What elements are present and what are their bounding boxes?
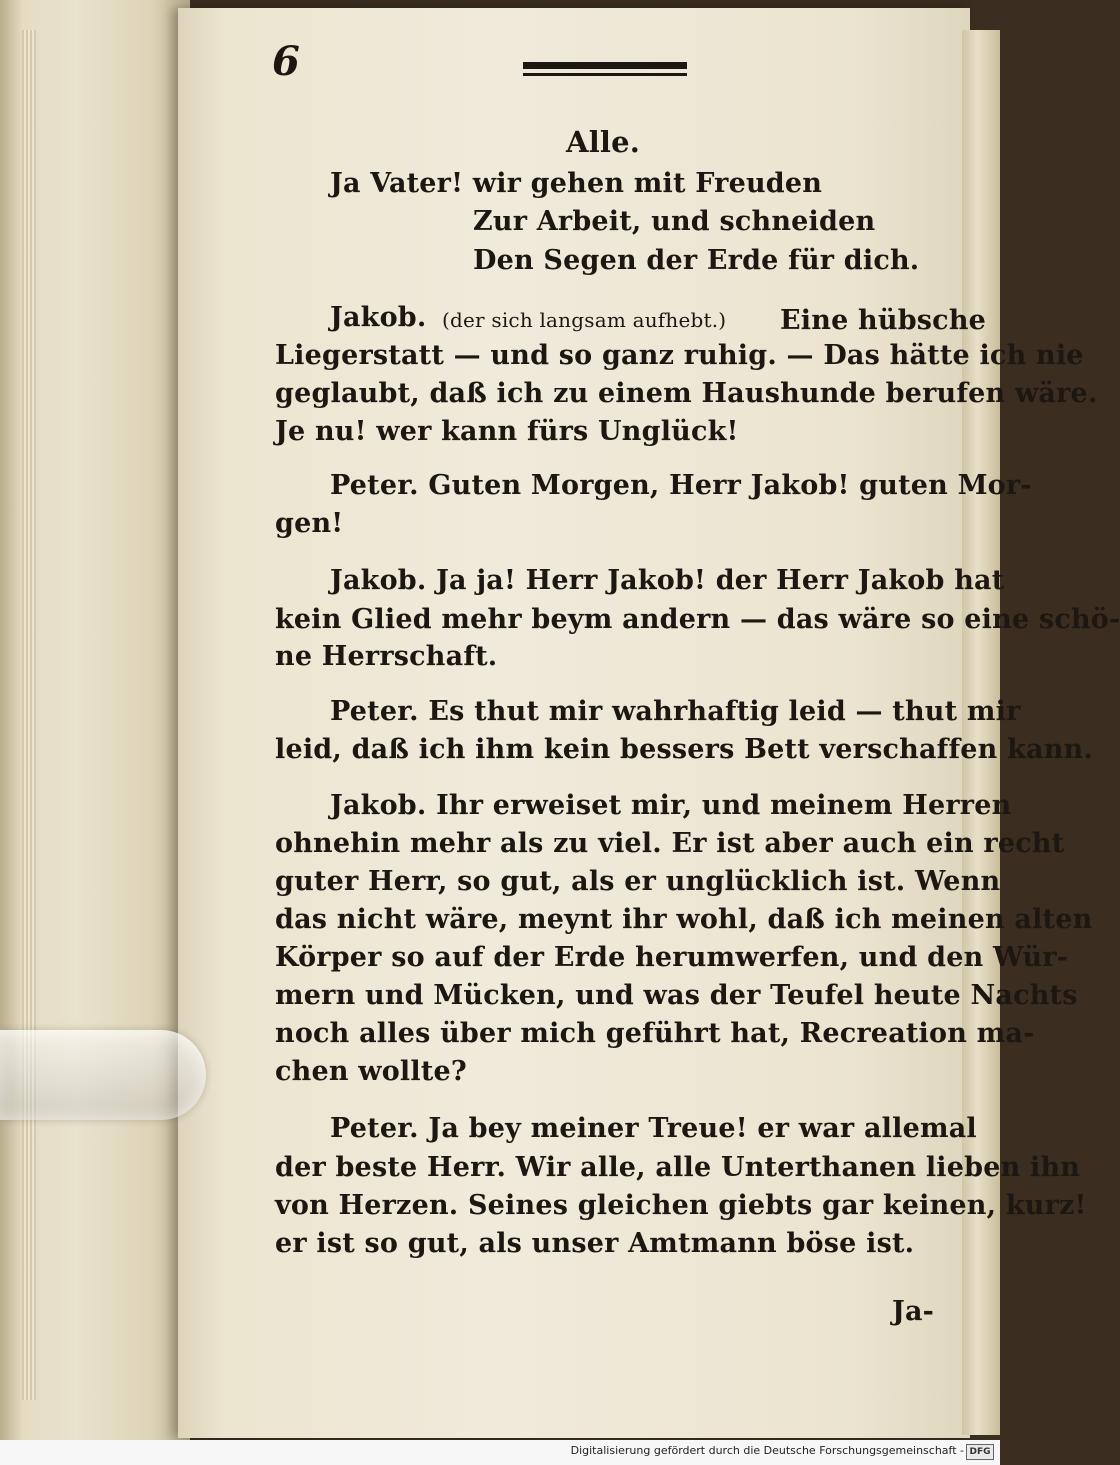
verse-line: Zur Arbeit, und schneiden <box>473 206 876 237</box>
speaker-heading: Alle. <box>566 125 641 159</box>
text-line: ne Herrschaft. <box>275 641 498 672</box>
text-line: guter Herr, so gut, als er unglücklich ist. Wenn <box>275 866 1001 897</box>
text-line: Je nu! wer kann fürs Unglück! <box>275 416 739 447</box>
page-edges-left <box>22 30 36 1400</box>
verse-line: Ja Vater! wir gehen mit Freuden <box>330 168 823 199</box>
text-line: Eine hübsche <box>780 305 987 336</box>
text-line: kein Glied mehr beym andern — das wäre so eine schö- <box>275 604 1120 635</box>
text-line: mern und Mücken, und was der Teufel heute Nachts <box>275 980 1078 1011</box>
text-line: Peter. Es thut mir wahrhaftig leid — thut mir <box>330 696 1021 727</box>
text-line: noch alles über mich geführt hat, Recreation ma- <box>275 1018 1035 1049</box>
text-line: Jakob. Ja ja! Herr Jakob! der Herr Jakob hat <box>330 565 1005 596</box>
dfg-logo-icon: DFG <box>966 1444 994 1460</box>
text-line: der beste Herr. Wir alle, alle Unterthanen lieben ihn <box>275 1152 1081 1183</box>
page-number: 6 <box>272 38 300 85</box>
speaker-name: Jakob. <box>330 302 427 333</box>
footer-credit: Digitalisierung gefördert durch die Deutsche Forschungsgemeinschaft - <box>570 1444 964 1457</box>
header-ornament <box>523 62 687 82</box>
text-line: Peter. Guten Morgen, Herr Jakob! guten Mor- <box>330 470 1032 501</box>
text-line: gen! <box>275 508 344 539</box>
text-line: geglaubt, daß ich zu einem Haushunde berufen wäre. <box>275 378 1098 409</box>
text-line: Peter. Ja bey meiner Treue! er war allemal <box>330 1113 977 1144</box>
text-line: ohnehin mehr als zu viel. Er ist aber auch ein recht <box>275 828 1065 859</box>
text-line: leid, daß ich ihm kein bessers Bett verschaffen kann. <box>275 734 1093 765</box>
text-line: er ist so gut, als unser Amtmann böse ist. <box>275 1228 915 1259</box>
text-line: Körper so auf der Erde herumwerfen, und den Wür- <box>275 942 1069 973</box>
text-line: von Herzen. Seines gleichen giebts gar keinen, kurz! <box>275 1190 1087 1221</box>
text-line: chen wollte? <box>275 1056 467 1087</box>
page-clip-holder <box>0 1030 206 1120</box>
stage-direction: (der sich langsam aufhebt.) <box>442 308 727 332</box>
verse-line: Den Segen der Erde für dich. <box>473 245 920 276</box>
text-line: Liegerstatt — und so ganz ruhig. — Das hätte ich nie <box>275 340 1084 371</box>
text-line: Jakob. Ihr erweiset mir, und meinem Herren <box>330 790 1012 821</box>
catchword: Ja- <box>892 1296 935 1327</box>
text-line: das nicht wäre, meynt ihr wohl, daß ich meinen alten <box>275 904 1093 935</box>
page-edges-right <box>962 30 1000 1435</box>
